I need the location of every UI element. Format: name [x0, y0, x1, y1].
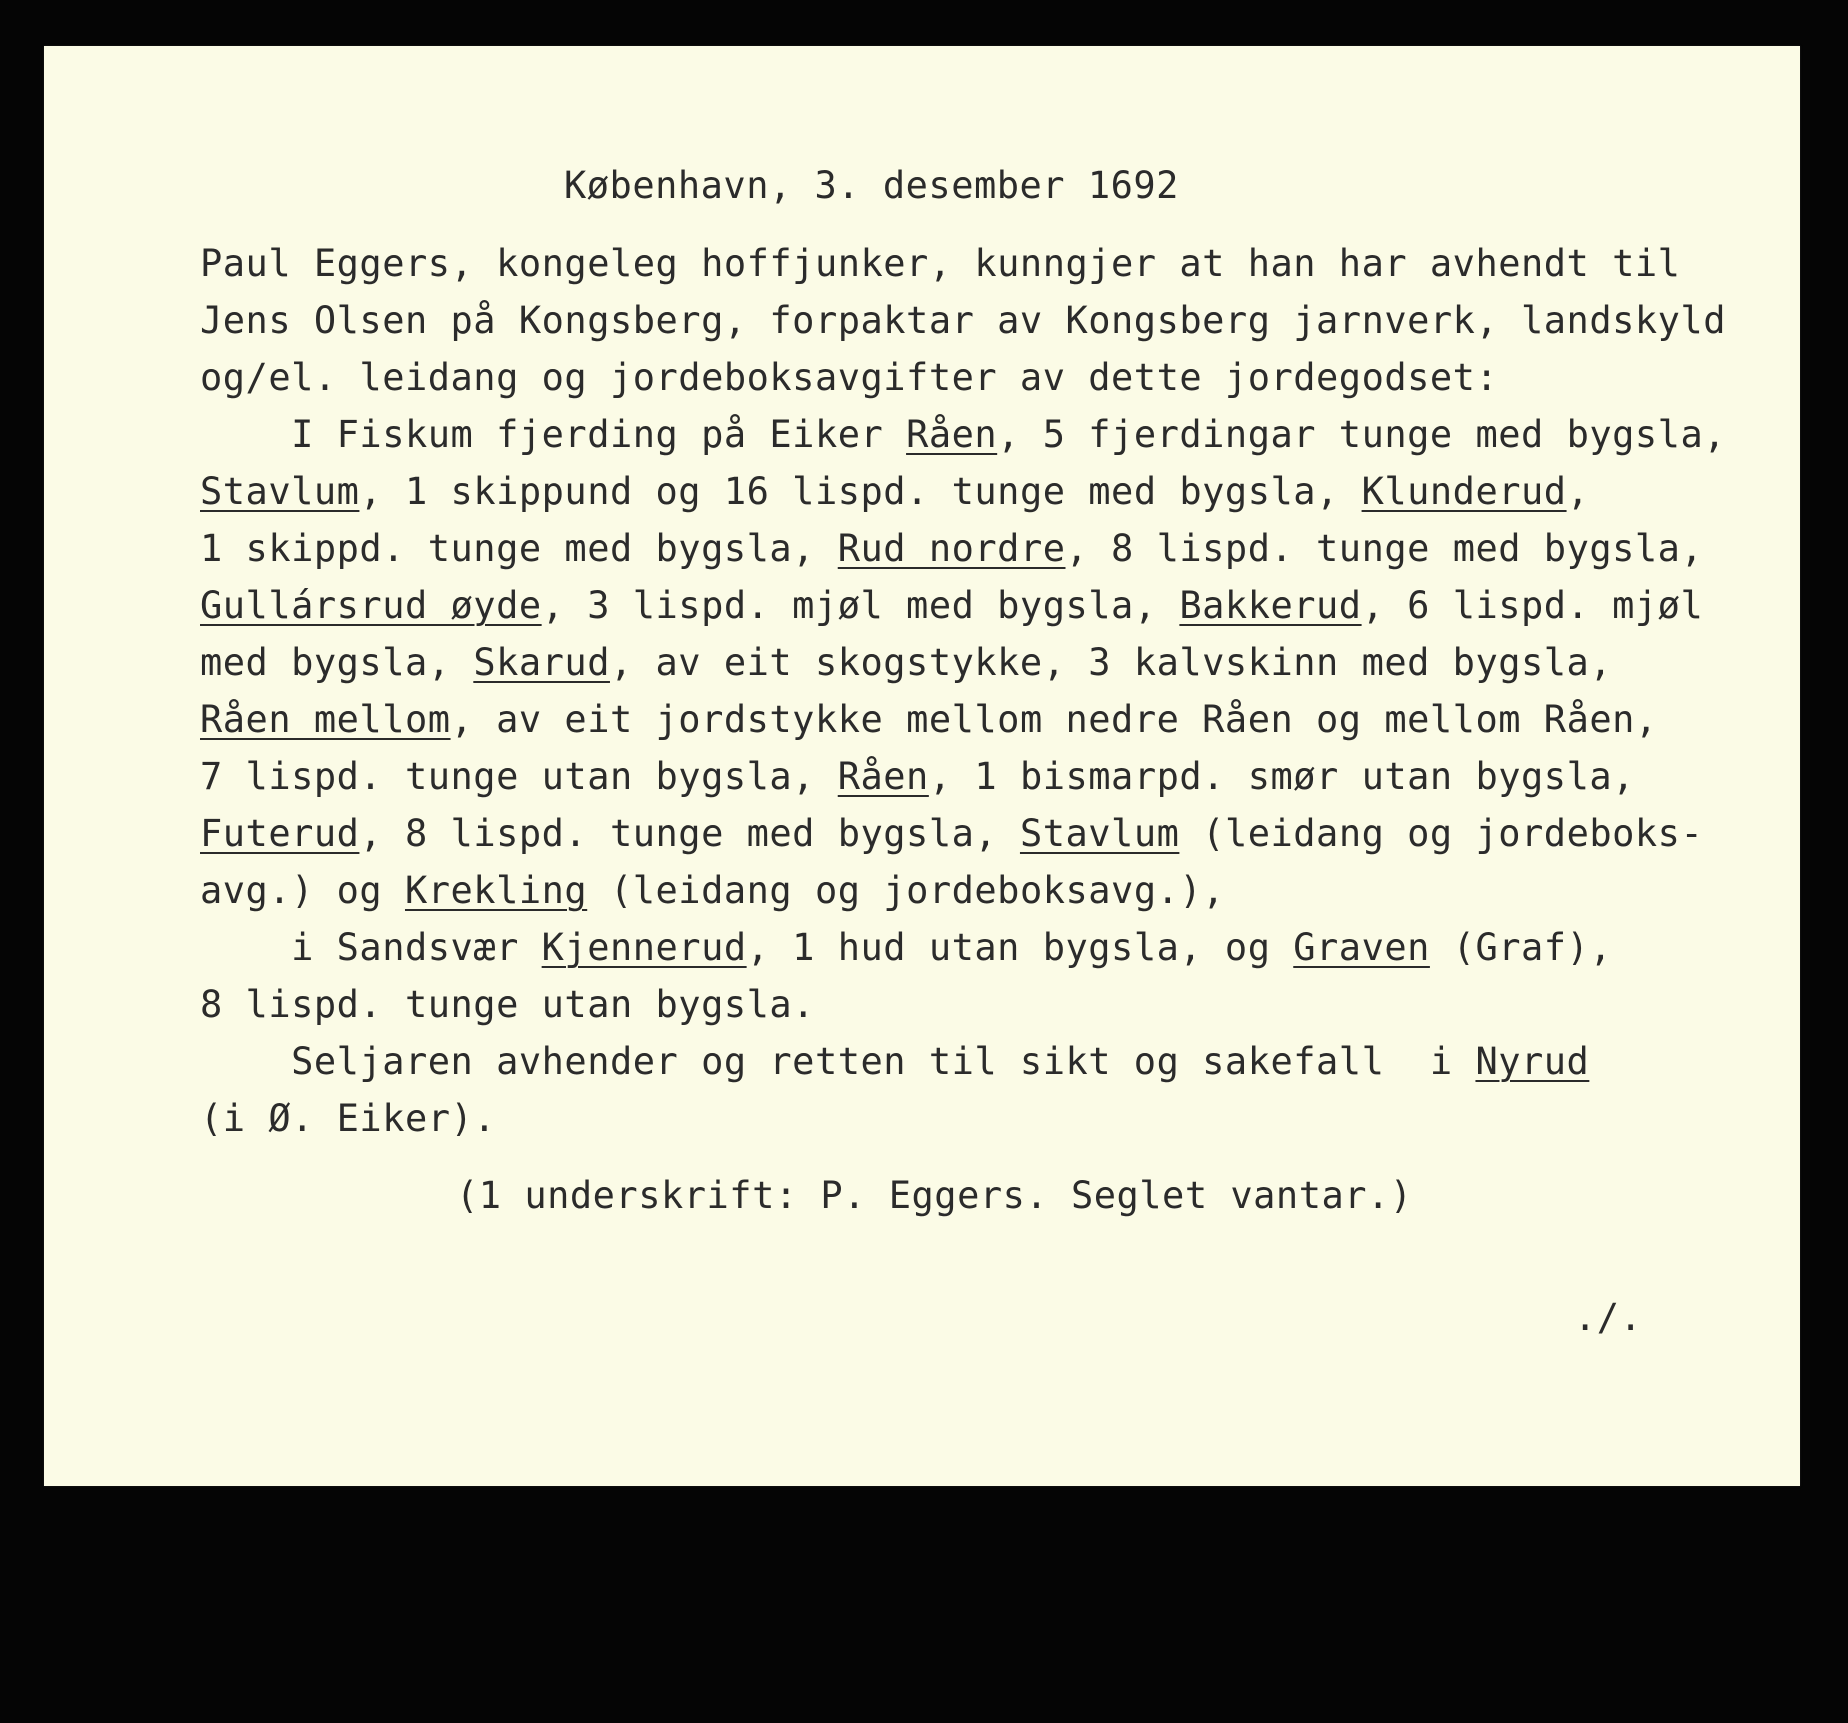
sandsvaer-line-1: i Sandsvær Kjennerud, 1 hud utan bygsla, og Graven (Graf), [200, 926, 1613, 969]
fiskum-line-7: 7 lispd. tunge utan bygsla, Råen, 1 bismarpd. smør utan bygsla, [200, 755, 1635, 798]
place-name: Graven [1293, 926, 1430, 969]
place-name: Rud nordre [837, 527, 1066, 570]
fiskum-line-9: avg.) og Krekling (leidang og jordeboksavg.), [200, 869, 1225, 912]
signature-note: (1 underskrift: P. Eggers. Seglet vantar.) [456, 1174, 1413, 1217]
place-name: Stavlum [200, 470, 360, 513]
fiskum-line-2: Stavlum, 1 skippund og 16 lispd. tunge med bygsla, Klunderud, [200, 470, 1590, 513]
end-mark: ./. [1574, 1296, 1643, 1339]
place-name: Nyrud [1475, 1040, 1590, 1083]
intro-line-2: Jens Olsen på Kongsberg, forpaktar av Kongsberg jarnverk, landskyld [200, 299, 1726, 342]
document-card [44, 46, 1800, 1486]
document-body [44, 46, 1726, 1723]
place-name: Krekling [404, 869, 588, 912]
dateline: København, 3. desember 1692 [564, 164, 1179, 207]
place-name: Bakkerud [1179, 584, 1362, 627]
fiskum-line-1: I Fiskum fjerding på Eiker Råen, 5 fjerdingar tunge med bygsla, [200, 413, 1726, 456]
fiskum-line-5: med bygsla, Skarud, av eit skogstykke, 3 kalvskinn med bygsla, [200, 641, 1613, 684]
place-name: Futerud [200, 812, 360, 855]
intro-line-1: Paul Eggers, kongeleg hoffjunker, kunngjer at han har avhendt til [200, 242, 1681, 285]
intro-line-3: og/el. leidang og jordeboksavgifter av dette jordegodset: [200, 356, 1499, 399]
place-name: Stavlum [1019, 812, 1180, 855]
place-name: Råen mellom [200, 698, 451, 741]
place-name: Klunderud [1361, 470, 1567, 513]
seljaren-line-2: (i Ø. Eiker). [200, 1097, 497, 1140]
place-name: Gullársrud øyde [200, 584, 542, 627]
fiskum-line-8: Futerud, 8 lispd. tunge med bygsla, Stavlum (leidang og jordeboks- [200, 812, 1704, 855]
place-name: Kjennerud [541, 926, 747, 969]
fiskum-line-3: 1 skippd. tunge med bygsla, Rud nordre, 8 lispd. tunge med bygsla, [200, 527, 1704, 570]
place-name: Skarud [473, 641, 610, 684]
fiskum-line-6: Råen mellom, av eit jordstykke mellom nedre Råen og mellom Råen, [200, 698, 1658, 741]
seljaren-line-1: Seljaren avhender og retten til sikt og sakefall i Nyrud [200, 1040, 1590, 1083]
sandsvaer-line-2: 8 lispd. tunge utan bygsla. [200, 983, 815, 1026]
place-name: Råen [837, 755, 929, 798]
fiskum-line-4: Gullársrud øyde, 3 lispd. mjøl med bygsla, Bakkerud, 6 lispd. mjøl [200, 584, 1704, 627]
place-name: Råen [906, 413, 998, 456]
